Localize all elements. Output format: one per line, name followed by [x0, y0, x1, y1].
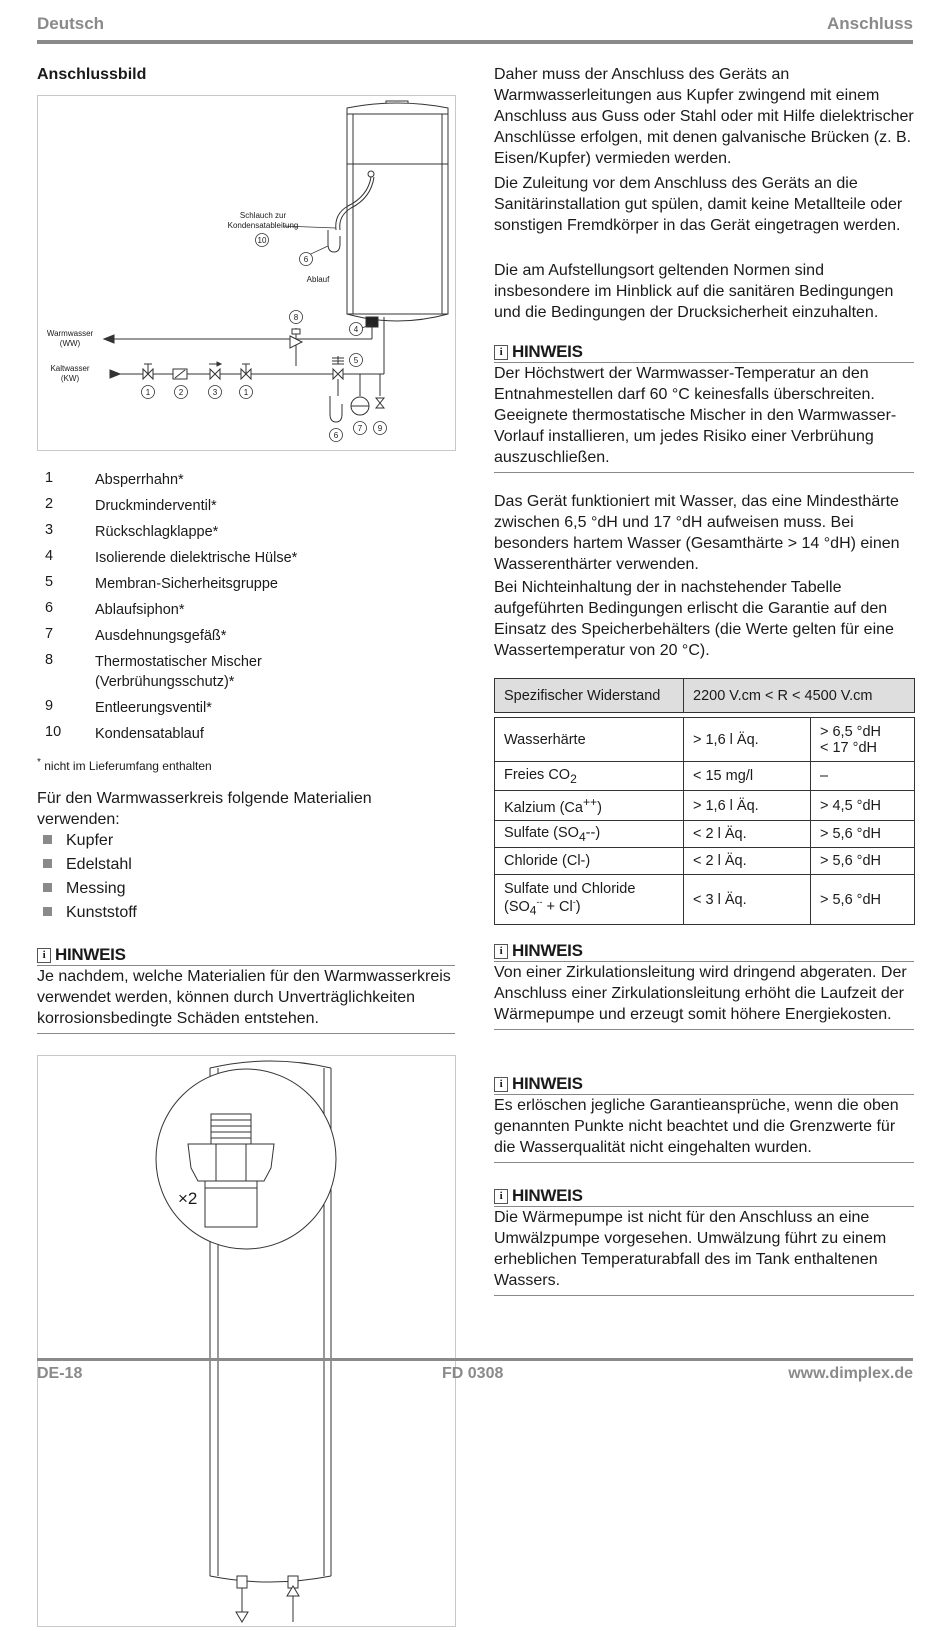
- table-row: Freies $CO_2$ < 15 mg/l –: [495, 762, 915, 791]
- paragraph-2: Die Zuleitung vor dem Anschluss des Geräts an die Sanitärinstallation gut spülen, damit keine Metallteile oder sonstigen Fremdkörper in das Gerät eingetragen werden.: [494, 175, 903, 234]
- note-5: i HINWEIS Die Wärmepumpe ist nicht für den Anschluss an eine Umwälzpumpe vorgesehen. Umwälzung führt zu einem erheblichen Temperaturabfall des im Tank enthaltenen Wassers.: [494, 1186, 914, 1296]
- info-icon: i: [494, 1189, 508, 1204]
- table-row: Sulfate und Chloride $(SO_4^{--} + Cl^-)$ < 3 l Äq. > 5,6 °dH: [495, 875, 915, 925]
- cold-water-label: Kaltwasser: [50, 364, 90, 373]
- cold-water-abbr: (KW): [60, 374, 80, 383]
- paragraph-5: Bei Nichteinhaltung der in nachstehender Tabelle aufgeführten Bedingungen erlischt die Garantie auf den Einsatz des Speicherbehälters (die Werte gelten für eine Wassertemperatur von 20 °C).: [494, 579, 894, 659]
- paragraph-4: Das Gerät funktioniert mit Wasser, das eine Mindesthärte zwischen 6,5 °dH und 17 °dH aufweisen muss. Bei besonders hartem Wasser (Gesamthärte > 14 °dH) einen Wasserenthärter verwenden.: [494, 493, 900, 573]
- note-2: i HINWEIS Der Höchstwert der Warmwasser-Temperatur an den Entnahmestellen darf 60 °C keinesfalls überschreiten. Geeignete thermostatische Mischer in den Warmwasser-Vorlauf installieren, um jedes Risiko einer Verbrühung auszuschließen.: [494, 342, 914, 473]
- footer-code: FD 0308: [442, 1365, 504, 1382]
- callout-1a: 1: [145, 388, 151, 397]
- footer-rule: [37, 1358, 913, 1361]
- paragraph-1: Daher muss der Anschluss des Geräts an Warmwasserleitungen aus Kupfer zwingend mit einem Anschluss aus Guss oder Stahl oder mit Hilfe dielektrischer Anschlüsse erfolgen, mit denen galvanische Brücken (z. B. Eisen/Kupfer) vermieden werden.: [494, 66, 914, 167]
- list-item: Messing: [43, 880, 126, 898]
- water-quality-table: [494, 678, 915, 925]
- table-row: Wasserhärte > 1,6 l Äq. > 6,5 °dH < 17 °dH: [495, 718, 915, 762]
- callout-6-top: 6: [303, 255, 309, 264]
- list-item: Kunststoff: [43, 904, 137, 922]
- table-row: Sulfate $(SO_4--)$ < 2 l Äq. > 5,6 °dH: [495, 821, 915, 848]
- note-1: i HINWEIS Je nachdem, welche Materialien für den Warmwasserkreis verwendet werden, können durch Unverträglichkeiten korrosionsbedingte Schäden entstehen.: [37, 945, 455, 1034]
- drain-label: Ablauf: [306, 275, 330, 284]
- header-section: Anschluss: [827, 14, 913, 33]
- info-icon: i: [494, 345, 508, 360]
- quantity-label: ×2: [178, 1189, 198, 1208]
- hose-label-2: Kondensatableitung: [227, 221, 299, 230]
- callout-9: 9: [377, 424, 383, 433]
- info-icon: i: [37, 948, 51, 963]
- callout-1b: 1: [243, 388, 249, 397]
- note-3: i HINWEIS Von einer Zirkulationsleitung wird dringend abgeraten. Der Anschluss einer Zirkulationsleitung erhöht die Laufzeit der Wärmepumpe und erzeugt somit höhere Energiekosten.: [494, 941, 914, 1030]
- footnote: * nicht im Lieferumfang enthalten: [37, 757, 212, 773]
- callout-8: 8: [293, 313, 299, 322]
- callout-4: 4: [353, 325, 359, 334]
- section-title: Anschlussbild: [37, 66, 147, 83]
- header-rule: [37, 40, 913, 44]
- connection-diagram: [37, 95, 456, 451]
- list-item: Kupfer: [43, 832, 113, 850]
- table-row: Spezifischer Widerstand 2200 V.cm < R < 4500 V.cm: [495, 679, 915, 713]
- info-icon: i: [494, 944, 508, 959]
- warm-water-abbr: (WW): [59, 339, 81, 348]
- list-item: Edelstahl: [43, 856, 132, 874]
- paragraph-3: Die am Aufstellungsort geltenden Normen sind insbesondere im Hinblick auf die sanitären Bedingungen und die Bedingungen der Drucksicherheit einzuhalten.: [494, 262, 894, 321]
- fitting-figure: [37, 1055, 456, 1627]
- footer-website[interactable]: www.dimplex.de: [788, 1365, 913, 1382]
- callout-5: 5: [353, 356, 359, 365]
- warm-water-label: Warmwasser: [46, 329, 94, 338]
- footer-page: DE-18: [37, 1365, 83, 1382]
- note-4: i HINWEIS Es erlöschen jegliche Garantieansprüche, wenn die oben genannten Punkte nicht beachtet und die Grenzwerte für die Wasserqualität nicht eingehalten wurden.: [494, 1074, 914, 1163]
- callout-2: 2: [178, 388, 184, 397]
- hose-label: Schlauch zur: [239, 211, 287, 220]
- table-row: Chloride (Cl-) < 2 l Äq. > 5,6 °dH: [495, 848, 915, 875]
- callout-7: 7: [357, 424, 363, 433]
- callout-10: 10: [257, 236, 267, 245]
- header-language: Deutsch: [37, 14, 105, 33]
- table-row: Kalzium (Ca++) > 1,6 l Äq. > 4,5 °dH: [495, 791, 915, 821]
- materials-intro: Für den Warmwasserkreis folgende Materialien verwenden:: [37, 790, 372, 828]
- callout-6-bottom: 6: [333, 431, 339, 440]
- callout-3: 3: [212, 388, 218, 397]
- info-icon: i: [494, 1077, 508, 1092]
